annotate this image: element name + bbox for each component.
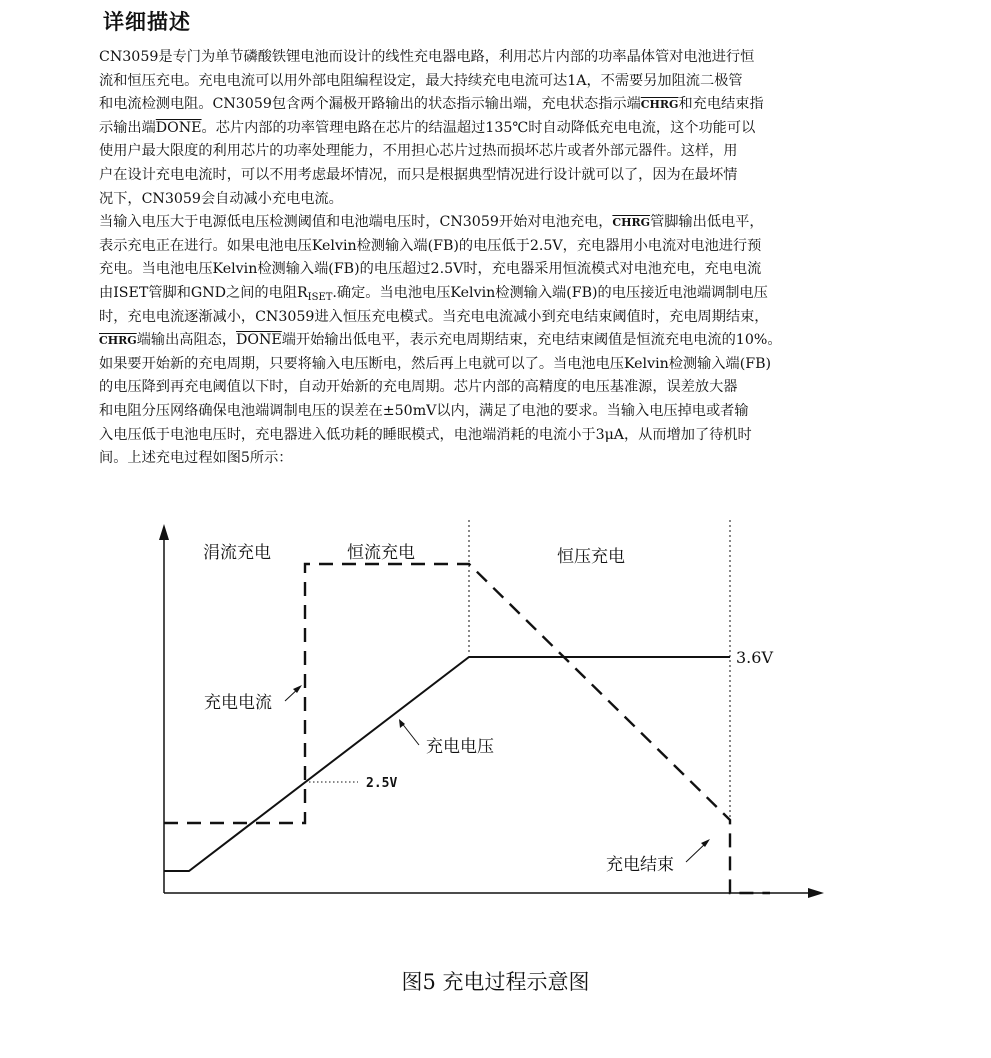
phase-cv-label: 恒压充电 [557, 547, 625, 567]
para1-line-7: 况下，CN3059会自动减小充电电流。 [99, 190, 343, 207]
para2-line-4: 由ISET管脚和GND之间的电阻$R_{ISET}$.确定。当电池电压Kelvin检测输入端(FB)的电压接近电池端调制电压 [99, 284, 768, 303]
done-pin-label: DONE [236, 332, 282, 349]
current-curve-label: 充电电流 [204, 693, 272, 713]
para1-line-2: 流和恒压充电。充电电流可以用外部电阻编程设定，最大持续充电电流可达1A，不需要另加阻流二极管 [99, 72, 743, 89]
end-label: 充电结束 [606, 855, 674, 875]
para1-line-4: 示输出端DONE。芯片内部的功率管理电路在芯片的结温超过135℃时自动降低充电电流，这个功能可以 [99, 119, 756, 136]
para1-line-6: 户在设计充电电流时，可以不用考虑最坏情况，而只是根据典型情况进行设计就可以了，因为在最坏情 [99, 166, 738, 183]
section-heading: 详细描述 [103, 10, 191, 34]
figure-caption: 图5 充电过程示意图 [401, 970, 590, 994]
chrg-pin-label: CHRG [640, 98, 679, 112]
para1-line-1: CN3059是专门为单节磷酸铁锂电池而设计的线性充电器电路，利用芯片内部的功率晶体管对电池进行恒 [99, 49, 755, 65]
phase-cc-label: 恒流充电 [347, 543, 415, 563]
para1-line-3: 和电流检测电阻。CN3059包含两个漏极开路输出的状态指示输出端，充电状态指示端CHRG和充电结束指 [99, 96, 764, 113]
para2-line-10: 入电压低于电池电压时，充电器进入低功耗的睡眠模式，电池端消耗的电流小于3μA，从而增加了待机时 [99, 426, 752, 443]
charge-voltage-curve [164, 657, 730, 871]
para1-line-5: 使用户最大限度的利用芯片的功率处理能力，不用担心芯片过热而损坏芯片或者外部元器件。这样，用 [99, 143, 738, 160]
riset-subscript: ISET [307, 291, 333, 303]
voltage-pointer [401, 722, 419, 745]
voltage-3v6-label: 3.6V [736, 648, 773, 667]
para2-line-3: 充电。当电池电压Kelvin检测输入端(FB)的电压超过2.5V时，充电器采用恒流模式对电池充电，充电电流 [99, 261, 762, 278]
para2-line-11: 间。上述充电过程如图5所示： [99, 450, 293, 467]
charge-current-curve [164, 564, 770, 893]
para2-line-1: 当输入电压大于电源低电压检测阈值和电池端电压时，CN3059开始对电池充电，CHRG管脚输出低电平， [99, 214, 764, 231]
phase-trickle-label: 涓流充电 [203, 543, 271, 563]
voltage-curve-label: 充电电压 [426, 737, 494, 757]
para2-line-7: 如果要开始新的充电周期，只要将输入电压断电，然后再上电就可以了。当电池电压Kelvin检测输入端(FB) [99, 355, 772, 372]
done-pin-label: DONE [155, 119, 202, 136]
chrg-pin-label: CHRG [612, 216, 651, 230]
voltage-2v5-label: 2.5V [366, 776, 398, 791]
para2-line-6: CHRG端输出高阻态，DONE端开始输出低电平，表示充电周期结束，充电结束阈值是恒流充电电流的10%。 [99, 332, 782, 349]
chrg-pin-label: CHRG [99, 334, 137, 348]
para2-line-9: 和电阻分压网络确保电池端调制电压的误差在±50mV以内，满足了电池的要求。当输入电压掉电或者输 [99, 402, 749, 419]
para2-line-2: 表示充电正在进行。如果电池电压Kelvin检测输入端(FB)的电压低于2.5V，充电器用小电流对电池进行预 [99, 237, 762, 254]
para2-line-8: 的电压降到再充电阈值以下时，自动开始新的充电周期。芯片内部的高精度的电压基准源，误差放大器 [99, 379, 738, 396]
para2-line-5: 时，充电电流逐渐减小，CN3059进入恒压充电模式。当充电电流减小到充电结束阈值时，充电周期结束， [99, 308, 769, 325]
y-axis-arrow-icon [159, 524, 169, 540]
x-axis-arrow-icon [808, 888, 824, 898]
